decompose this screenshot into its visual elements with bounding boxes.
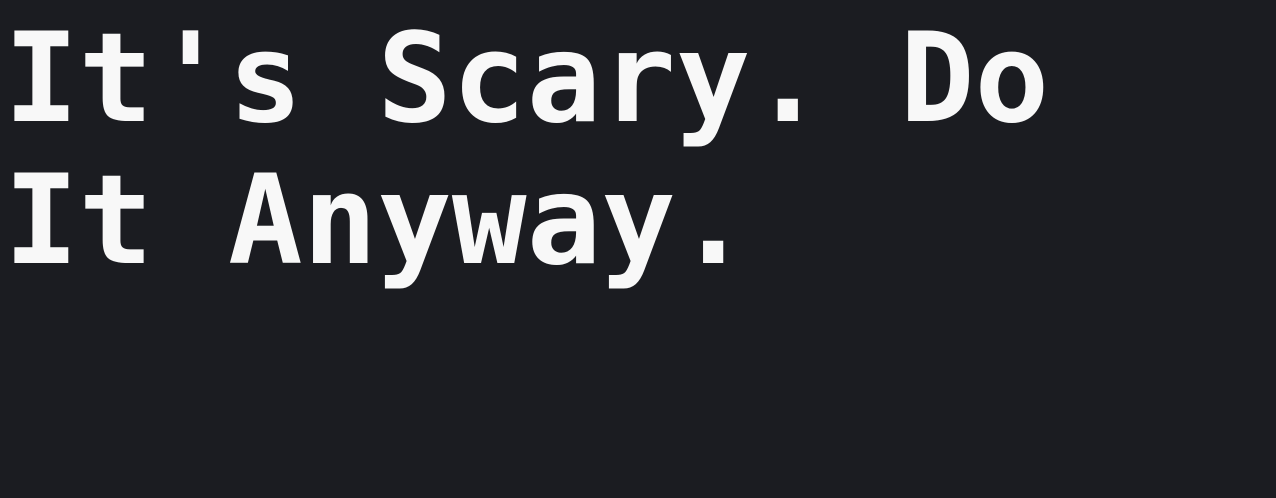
- hero-section: [4, 8, 1264, 292]
- headline-line-1: It's Scary. Do: [4, 7, 1050, 151]
- headline-line-2: It Anyway.: [4, 149, 751, 293]
- headline: [4, 8, 1264, 292]
